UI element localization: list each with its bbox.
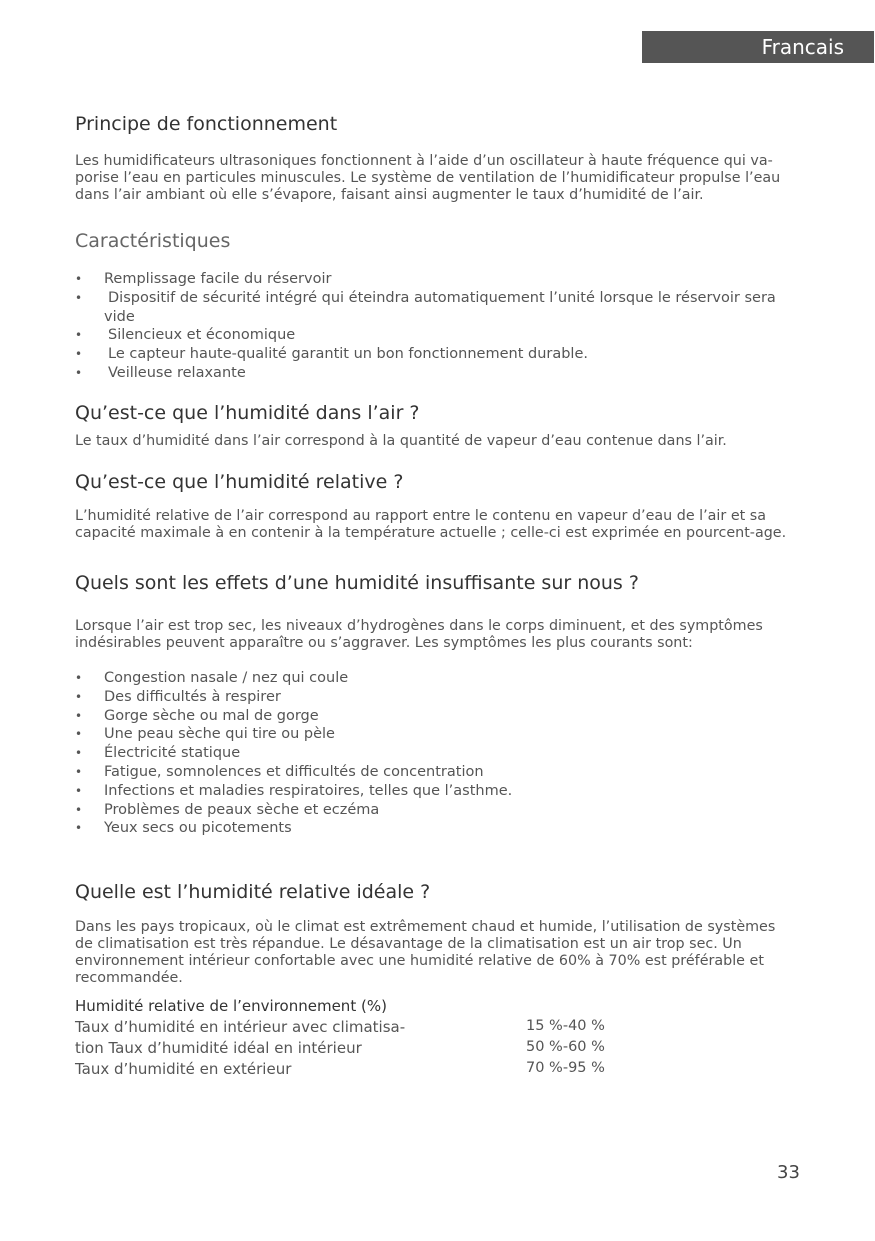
list-item: • Dispositif de sécurité intégré qui éteindra automatiquement l’unité lorsque le réservoir sera vide [75,289,776,325]
list-item: • Congestion nasale / nez qui coule [75,670,349,686]
section-text-ideale: Dans les pays tropicaux, où le climat est extrêmement chaud et humide, l’utilisation de systèmes de climatisation est très répandue. Le désavantage de la climatisation est un air trop sec. Un environnement intérieur confortable avec une humidité relative de 60% à 70% est préférable et recommandée. [75,919,776,986]
section-text-effets: Lorsque l’air est trop sec, les niveaux d’hydrogènes dans le corps diminuent, et des symptômes indésirables peuvent apparaître ou s’aggraver. Les symptômes les plus courants sont: [75,618,763,651]
list-item: • Problèmes de peaux sèche et eczéma [75,801,380,818]
list-item: • Une peau sèche qui tire ou pèle [75,726,335,743]
table-row: Taux d’humidité en extérieur 70 %-95 % [75,1060,605,1078]
language-tab: Francais [642,31,874,63]
section-title-principe: Principe de fonctionnement [75,113,338,135]
section-title-ideale: Quelle est l’humidité relative idéale ? [75,881,431,903]
list-item: • Remplissage facile du réservoir [75,271,332,287]
list-item: • Électricité statique [75,745,241,762]
list-item: • Le capteur haute-qualité garantit un bon fonctionnement durable. [75,346,588,363]
section-title-humidite-relative: Qu’est-ce que l’humidité relative ? [75,471,404,493]
section-text-humidite-air: Le taux d’humidité dans l’air correspond à la quantité de vapeur d’eau contenue dans l’air. [75,433,727,449]
section-title-effets: Quels sont les effets d’une humidité insuffisante sur nous ? [75,572,639,594]
section-text-principe: Les humidificateurs ultrasoniques fonctionnent à l’aide d’un oscillateur à haute fréquence qui va-porise l’eau en particules minuscules. Le système de ventilation de l’humidificateur propulse l’eau dans l’air ambiant où elle s’évapore, faisant ainsi augmenter le taux d’humidité de l’air. [75,153,781,203]
list-item: • Veilleuse relaxante [75,364,246,381]
list-item: • Des difficultés à respirer [75,688,281,705]
list-item: • Gorge sèche ou mal de gorge [75,707,319,724]
humidity-table-heading: Humidité relative de l’environnement (%) [75,997,387,1015]
section-title-caracteristiques: Caractéristiques [75,230,231,252]
symptomes-list [75,669,795,838]
list-item: • Infections et maladies respiratoires, telles que l’asthme. [75,782,513,799]
section-title-humidite-air: Qu’est-ce que l’humidité dans l’air ? [75,402,420,424]
table-row: Taux d’humidité en intérieur avec climatisa- 15 %-40 % [75,1018,605,1036]
page-number: 33 [777,1162,800,1183]
list-item: • Silencieux et économique [75,327,296,344]
table-row: tion Taux d’humidité idéal en intérieur 50 %-60 % [75,1039,605,1057]
list-item: • Yeux secs ou picotements [75,820,292,837]
section-text-humidite-relative: L’humidité relative de l’air correspond au rapport entre le contenu en vapeur d’eau de l’air et sa capacité maximale à en contenir à la température actuelle ; celle-ci est exprimée en pourcent-age. [75,508,787,541]
list-item: • Fatigue, somnolences et difficultés de concentration [75,763,484,780]
caracteristiques-list [75,270,795,383]
